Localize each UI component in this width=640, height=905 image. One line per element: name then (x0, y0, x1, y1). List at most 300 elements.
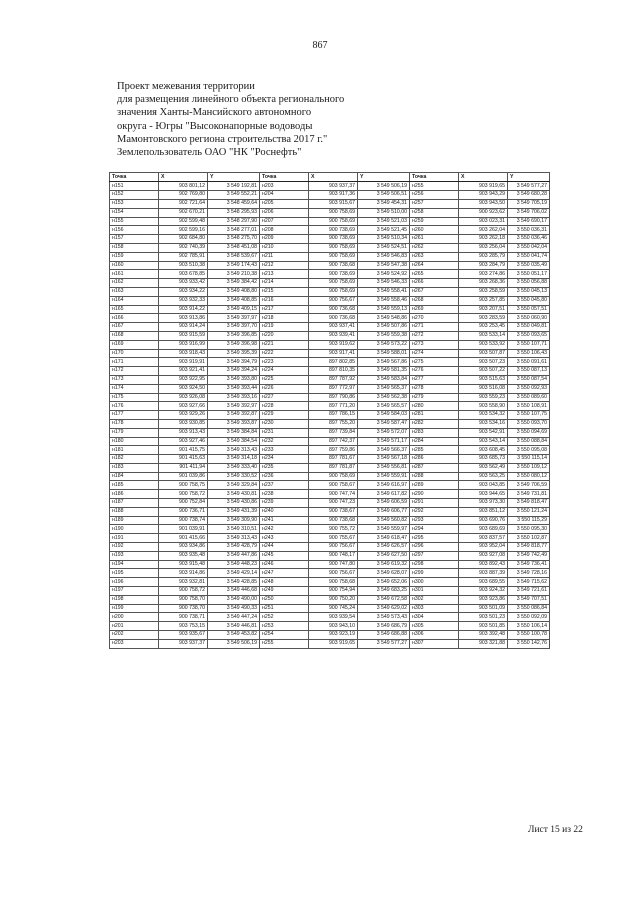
y-coordinate-cell: 3 549 454,31 (358, 199, 410, 208)
x-coordinate-cell: 903 923,86 (459, 595, 508, 604)
x-coordinate-cell: 903 262,18 (459, 235, 508, 244)
table-row (110, 314, 550, 323)
x-coordinate-cell: 901 415,63 (159, 455, 208, 464)
table-row (110, 560, 550, 569)
y-coordinate-cell: 3 550 041,74 (508, 252, 550, 261)
y-coordinate-cell: 3 549 447,24 (208, 613, 260, 622)
x-coordinate-cell: 903 918,43 (159, 349, 208, 358)
y-coordinate-cell: 3 549 728,16 (508, 569, 550, 578)
y-coordinate-cell: 3 549 397,97 (208, 314, 260, 323)
x-coordinate-cell: 903 924,50 (159, 384, 208, 393)
x-coordinate-cell: 903 284,79 (459, 261, 508, 270)
y-coordinate-cell: 3 549 506,19 (358, 182, 410, 191)
point-cell: н285 (410, 446, 459, 455)
y-coordinate-cell: 3 549 588,01 (358, 349, 410, 358)
header-line: Мамонтовского региона строительства 2017 г." (117, 133, 328, 145)
point-cell: н160 (110, 261, 159, 270)
y-coordinate-cell: 3 549 559,97 (358, 525, 410, 534)
table-row (110, 340, 550, 349)
point-cell: н203 (110, 639, 159, 648)
y-coordinate-cell: 3 549 626,57 (358, 543, 410, 552)
y-coordinate-cell: 3 549 521,45 (358, 226, 410, 235)
y-coordinate-cell: 3 549 396,98 (208, 340, 260, 349)
point-cell: н267 (410, 287, 459, 296)
header-line: округа - Югры "Высоконапорные водоводы (117, 120, 313, 132)
table-body (110, 182, 550, 648)
x-coordinate-cell: 903 392,48 (459, 631, 508, 640)
table-row (110, 252, 550, 261)
x-coordinate-cell: 903 689,69 (459, 525, 508, 534)
y-coordinate-cell: 3 549 571,17 (358, 437, 410, 446)
x-coordinate-cell: 900 758,69 (309, 208, 358, 217)
y-coordinate-cell: 3 549 686,88 (358, 631, 410, 640)
x-coordinate-cell: 903 919,65 (459, 182, 508, 191)
y-coordinate-cell: 3 548 459,64 (208, 199, 260, 208)
point-cell: н279 (410, 393, 459, 402)
x-coordinate-cell: 900 745,24 (309, 604, 358, 613)
point-cell: н192 (110, 543, 159, 552)
point-cell: н278 (410, 384, 459, 393)
x-coordinate-cell: 903 937,37 (309, 182, 358, 191)
y-coordinate-cell: 3 549 629,02 (358, 604, 410, 613)
table-row (110, 358, 550, 367)
y-coordinate-cell: 3 550 051,17 (508, 270, 550, 279)
y-coordinate-cell: 3 550 115,29 (508, 516, 550, 525)
point-cell: н226 (260, 384, 309, 393)
point-cell: н276 (410, 367, 459, 376)
point-cell: н294 (410, 525, 459, 534)
point-cell: н231 (260, 428, 309, 437)
point-cell: н156 (110, 226, 159, 235)
x-coordinate-cell: 903 935,48 (159, 551, 208, 560)
x-coordinate-cell: 903 562,49 (459, 463, 508, 472)
point-cell: н281 (410, 411, 459, 420)
y-coordinate-cell: 3 549 686,79 (358, 622, 410, 631)
x-coordinate-cell: 897 772,97 (309, 384, 358, 393)
point-cell: н177 (110, 411, 159, 420)
y-coordinate-cell: 3 548 451,08 (208, 243, 260, 252)
x-coordinate-cell: 903 501,09 (459, 604, 508, 613)
header-line: Землепользователь ОАО "НК "Роснефть" (117, 147, 302, 159)
x-coordinate-cell: 903 930,85 (159, 419, 208, 428)
point-cell: н195 (110, 569, 159, 578)
x-coordinate-cell: 900 738,69 (309, 270, 358, 279)
y-coordinate-cell: 3 550 036,46 (508, 235, 550, 244)
y-coordinate-cell: 3 549 524,51 (358, 243, 410, 252)
point-cell: н259 (410, 217, 459, 226)
point-cell: н249 (260, 587, 309, 596)
x-coordinate-cell: 903 837,57 (459, 534, 508, 543)
point-cell: н282 (410, 419, 459, 428)
x-coordinate-cell: 903 533,92 (459, 340, 508, 349)
x-coordinate-cell: 903 801,12 (159, 182, 208, 191)
point-cell: н264 (410, 261, 459, 270)
table-row (110, 499, 550, 508)
x-coordinate-cell: 897 742,37 (309, 437, 358, 446)
x-coordinate-cell: 900 750,20 (309, 595, 358, 604)
y-coordinate-cell: 3 549 397,70 (208, 323, 260, 332)
point-cell: н254 (260, 631, 309, 640)
y-coordinate-cell: 3 549 394,79 (208, 358, 260, 367)
table-row (110, 199, 550, 208)
document-header (117, 80, 537, 159)
table-header-row (110, 173, 550, 182)
y-coordinate-cell: 3 549 314,18 (208, 455, 260, 464)
y-coordinate-cell: 3 549 174,43 (208, 261, 260, 270)
x-coordinate-cell: 903 919,91 (159, 358, 208, 367)
x-coordinate-cell: 902 740,39 (159, 243, 208, 252)
y-coordinate-cell: 3 549 313,43 (208, 446, 260, 455)
point-cell: н275 (410, 358, 459, 367)
x-coordinate-cell: 903 507,23 (459, 358, 508, 367)
point-cell: н297 (410, 551, 459, 560)
point-cell: н222 (260, 349, 309, 358)
y-coordinate-cell: 3 548 297,90 (208, 217, 260, 226)
x-coordinate-cell: 900 758,69 (309, 252, 358, 261)
y-coordinate-cell: 3 549 395,39 (208, 349, 260, 358)
x-coordinate-cell: 903 943,10 (309, 622, 358, 631)
point-cell: н184 (110, 472, 159, 481)
point-cell: н208 (260, 226, 309, 235)
y-coordinate-cell: 3 549 715,62 (508, 578, 550, 587)
y-coordinate-cell: 3 549 672,58 (358, 595, 410, 604)
x-coordinate-cell: 903 515,63 (459, 375, 508, 384)
x-coordinate-cell: 903 501,23 (459, 613, 508, 622)
point-cell: н202 (110, 631, 159, 640)
table-row (110, 490, 550, 499)
x-coordinate-cell: 903 559,23 (459, 393, 508, 402)
y-coordinate-cell: 3 550 089,60 (508, 393, 550, 402)
y-coordinate-cell: 3 549 384,84 (208, 428, 260, 437)
x-coordinate-cell: 903 922,95 (159, 375, 208, 384)
y-coordinate-cell: 3 549 705,19 (508, 199, 550, 208)
y-coordinate-cell: 3 550 100,78 (508, 631, 550, 640)
point-cell: н296 (410, 543, 459, 552)
x-coordinate-cell: 902 684,80 (159, 235, 208, 244)
y-coordinate-cell: 3 549 446,68 (208, 587, 260, 596)
point-cell: н302 (410, 595, 459, 604)
table-row (110, 472, 550, 481)
table-row (110, 261, 550, 270)
y-coordinate-cell: 3 550 095,08 (508, 446, 550, 455)
y-coordinate-cell: 3 549 584,03 (358, 411, 410, 420)
x-coordinate-cell: 903 915,67 (309, 199, 358, 208)
y-coordinate-cell: 3 549 333,40 (208, 463, 260, 472)
point-cell: н260 (410, 226, 459, 235)
y-coordinate-cell: 3 549 583,84 (358, 375, 410, 384)
table-row (110, 384, 550, 393)
point-cell: н273 (410, 340, 459, 349)
x-coordinate-cell: 903 533,14 (459, 331, 508, 340)
y-coordinate-cell: 3 549 577,27 (358, 639, 410, 648)
x-coordinate-cell: 903 927,08 (459, 551, 508, 560)
x-coordinate-cell: 902 599,48 (159, 217, 208, 226)
y-coordinate-cell: 3 550 042,04 (508, 243, 550, 252)
x-coordinate-cell: 903 534,32 (459, 411, 508, 420)
y-coordinate-cell: 3 549 690,17 (508, 217, 550, 226)
x-coordinate-cell: 897 802,85 (309, 358, 358, 367)
point-cell: н191 (110, 534, 159, 543)
point-cell: н182 (110, 455, 159, 464)
x-coordinate-cell: 900 747,80 (309, 560, 358, 569)
point-cell: н238 (260, 490, 309, 499)
table-row (110, 551, 550, 560)
point-cell: н197 (110, 587, 159, 596)
point-cell: н169 (110, 340, 159, 349)
x-coordinate-cell: 900 758,75 (159, 481, 208, 490)
y-coordinate-cell: 3 549 524,92 (358, 270, 410, 279)
y-coordinate-cell: 3 550 109,12 (508, 463, 550, 472)
x-coordinate-cell: 901 415,66 (159, 534, 208, 543)
y-coordinate-cell: 3 549 392,87 (208, 411, 260, 420)
point-cell: н241 (260, 516, 309, 525)
column-header-point: Точка (410, 173, 459, 182)
y-coordinate-cell: 3 549 552,21 (208, 191, 260, 200)
table-row (110, 578, 550, 587)
x-coordinate-cell: 903 678,85 (159, 270, 208, 279)
point-cell: н293 (410, 516, 459, 525)
point-cell: н205 (260, 199, 309, 208)
point-cell: н153 (110, 199, 159, 208)
point-cell: н209 (260, 235, 309, 244)
table-row (110, 463, 550, 472)
point-cell: н252 (260, 613, 309, 622)
point-cell: н199 (110, 604, 159, 613)
point-cell: н186 (110, 490, 159, 499)
y-coordinate-cell: 3 549 453,82 (208, 631, 260, 640)
x-coordinate-cell: 900 738,71 (159, 613, 208, 622)
table-row (110, 639, 550, 648)
x-coordinate-cell: 900 758,69 (309, 243, 358, 252)
point-cell: н291 (410, 499, 459, 508)
x-coordinate-cell: 903 608,45 (459, 446, 508, 455)
point-cell: н235 (260, 463, 309, 472)
point-cell: н198 (110, 595, 159, 604)
point-cell: н229 (260, 411, 309, 420)
table-row (110, 217, 550, 226)
point-cell: н155 (110, 217, 159, 226)
y-coordinate-cell: 3 549 567,18 (358, 455, 410, 464)
y-coordinate-cell: 3 549 736,41 (508, 560, 550, 569)
column-header-y: Y (208, 173, 260, 182)
y-coordinate-cell: 3 550 106,43 (508, 349, 550, 358)
y-coordinate-cell: 3 549 818,47 (508, 499, 550, 508)
point-cell: н289 (410, 481, 459, 490)
x-coordinate-cell: 900 738,69 (309, 235, 358, 244)
x-coordinate-cell: 903 510,38 (159, 261, 208, 270)
y-coordinate-cell: 3 549 548,86 (358, 314, 410, 323)
y-coordinate-cell: 3 549 562,38 (358, 393, 410, 402)
y-coordinate-cell: 3 550 108,91 (508, 402, 550, 411)
point-cell: н244 (260, 543, 309, 552)
table-row (110, 305, 550, 314)
point-cell: н212 (260, 261, 309, 270)
table-row (110, 191, 550, 200)
y-coordinate-cell: 3 550 036,31 (508, 226, 550, 235)
x-coordinate-cell: 901 415,75 (159, 446, 208, 455)
table-row (110, 182, 550, 191)
point-cell: н255 (410, 182, 459, 191)
x-coordinate-cell: 903 913,86 (159, 314, 208, 323)
x-coordinate-cell: 903 851,12 (459, 507, 508, 516)
x-coordinate-cell: 903 952,04 (459, 543, 508, 552)
y-coordinate-cell: 3 549 506,51 (358, 191, 410, 200)
x-coordinate-cell: 900 756,67 (309, 296, 358, 305)
y-coordinate-cell: 3 549 329,84 (208, 481, 260, 490)
table-row (110, 323, 550, 332)
y-coordinate-cell: 3 549 310,51 (208, 525, 260, 534)
y-coordinate-cell: 3 548 539,67 (208, 252, 260, 261)
y-coordinate-cell: 3 549 428,85 (208, 578, 260, 587)
y-coordinate-cell: 3 548 295,93 (208, 208, 260, 217)
table-row (110, 587, 550, 596)
y-coordinate-cell: 3 549 393,16 (208, 393, 260, 402)
point-cell: н256 (410, 191, 459, 200)
point-cell: н303 (410, 604, 459, 613)
point-cell: н181 (110, 446, 159, 455)
table-row (110, 604, 550, 613)
x-coordinate-cell: 903 927,66 (159, 402, 208, 411)
x-coordinate-cell: 900 738,67 (309, 507, 358, 516)
point-cell: н251 (260, 604, 309, 613)
table-row (110, 243, 550, 252)
point-cell: н274 (410, 349, 459, 358)
point-cell: н210 (260, 243, 309, 252)
x-coordinate-cell: 900 758,69 (309, 472, 358, 481)
point-cell: н258 (410, 208, 459, 217)
point-cell: н243 (260, 534, 309, 543)
point-cell: н286 (410, 455, 459, 464)
point-cell: н187 (110, 499, 159, 508)
y-coordinate-cell: 3 549 510,34 (358, 235, 410, 244)
point-cell: н284 (410, 437, 459, 446)
x-coordinate-cell: 902 670,21 (159, 208, 208, 217)
y-coordinate-cell: 3 549 577,27 (508, 182, 550, 191)
point-cell: н216 (260, 296, 309, 305)
point-cell: н152 (110, 191, 159, 200)
x-coordinate-cell: 903 923,19 (309, 631, 358, 640)
x-coordinate-cell: 900 754,94 (309, 587, 358, 596)
column-header-y: Y (358, 173, 410, 182)
table-row (110, 270, 550, 279)
point-cell: н277 (410, 375, 459, 384)
table-row (110, 402, 550, 411)
x-coordinate-cell: 903 258,59 (459, 287, 508, 296)
point-cell: н305 (410, 622, 459, 631)
x-coordinate-cell: 897 810,35 (309, 367, 358, 376)
point-cell: н233 (260, 446, 309, 455)
x-coordinate-cell: 903 919,65 (309, 639, 358, 648)
point-cell: н161 (110, 270, 159, 279)
x-coordinate-cell: 900 738,70 (159, 604, 208, 613)
y-coordinate-cell: 3 550 035,49 (508, 261, 550, 270)
y-coordinate-cell: 3 549 490,00 (208, 595, 260, 604)
y-coordinate-cell: 3 550 107,75 (508, 411, 550, 420)
table-row (110, 437, 550, 446)
point-cell: н165 (110, 305, 159, 314)
point-cell: н306 (410, 631, 459, 640)
point-cell: н247 (260, 569, 309, 578)
x-coordinate-cell: 903 690,76 (459, 516, 508, 525)
y-coordinate-cell: 3 549 447,86 (208, 551, 260, 560)
x-coordinate-cell: 897 755,20 (309, 419, 358, 428)
x-coordinate-cell: 903 253,45 (459, 323, 508, 332)
x-coordinate-cell: 903 257,85 (459, 296, 508, 305)
point-cell: н168 (110, 331, 159, 340)
y-coordinate-cell: 3 549 818,77 (508, 543, 550, 552)
x-coordinate-cell: 903 501,85 (459, 622, 508, 631)
point-cell: н183 (110, 463, 159, 472)
point-cell: н299 (410, 569, 459, 578)
y-coordinate-cell: 3 549 558,41 (358, 287, 410, 296)
point-cell: н174 (110, 384, 159, 393)
y-coordinate-cell: 3 549 393,80 (208, 375, 260, 384)
point-cell: н166 (110, 314, 159, 323)
y-coordinate-cell: 3 549 680,28 (508, 191, 550, 200)
point-cell: н295 (410, 534, 459, 543)
x-coordinate-cell: 903 933,42 (159, 279, 208, 288)
point-cell: н189 (110, 516, 159, 525)
x-coordinate-cell: 903 934,22 (159, 287, 208, 296)
x-coordinate-cell: 903 944,65 (459, 490, 508, 499)
point-cell: н158 (110, 243, 159, 252)
x-coordinate-cell: 897 759,86 (309, 446, 358, 455)
x-coordinate-cell: 903 285,79 (459, 252, 508, 261)
y-coordinate-cell: 3 549 559,13 (358, 305, 410, 314)
point-cell: н163 (110, 287, 159, 296)
y-coordinate-cell: 3 549 606,59 (358, 499, 410, 508)
x-coordinate-cell: 897 781,87 (309, 463, 358, 472)
y-coordinate-cell: 3 549 396,85 (208, 331, 260, 340)
point-cell: н255 (260, 639, 309, 648)
y-coordinate-cell: 3 550 093,65 (508, 331, 550, 340)
point-cell: н272 (410, 331, 459, 340)
point-cell: н237 (260, 481, 309, 490)
point-cell: н290 (410, 490, 459, 499)
y-coordinate-cell: 3 550 094,69 (508, 428, 550, 437)
x-coordinate-cell: 903 973,30 (459, 499, 508, 508)
y-coordinate-cell: 3 550 060,90 (508, 314, 550, 323)
point-cell: н288 (410, 472, 459, 481)
x-coordinate-cell: 902 785,91 (159, 252, 208, 261)
y-coordinate-cell: 3 550 087,13 (508, 367, 550, 376)
table-row (110, 428, 550, 437)
y-coordinate-cell: 3 549 731,81 (508, 490, 550, 499)
x-coordinate-cell: 903 558,90 (459, 402, 508, 411)
x-coordinate-cell: 903 943,29 (459, 191, 508, 200)
point-cell: н248 (260, 578, 309, 587)
column-header-x: X (309, 173, 358, 182)
y-coordinate-cell: 3 550 045,13 (508, 287, 550, 296)
y-coordinate-cell: 3 549 408,80 (208, 287, 260, 296)
point-cell: н221 (260, 340, 309, 349)
point-cell: н211 (260, 252, 309, 261)
x-coordinate-cell: 903 917,36 (309, 191, 358, 200)
y-coordinate-cell: 3 549 587,47 (358, 419, 410, 428)
point-cell: н220 (260, 331, 309, 340)
column-header-point: Точка (110, 173, 159, 182)
sheet-footer: Лист 15 из 22 (528, 825, 583, 835)
table-row (110, 226, 550, 235)
x-coordinate-cell: 903 274,86 (459, 270, 508, 279)
point-cell: н176 (110, 402, 159, 411)
y-coordinate-cell: 3 550 057,51 (508, 305, 550, 314)
point-cell: н261 (410, 235, 459, 244)
x-coordinate-cell: 902 599,16 (159, 226, 208, 235)
x-coordinate-cell: 903 924,32 (459, 587, 508, 596)
y-coordinate-cell: 3 549 429,14 (208, 569, 260, 578)
x-coordinate-cell: 903 892,43 (459, 560, 508, 569)
